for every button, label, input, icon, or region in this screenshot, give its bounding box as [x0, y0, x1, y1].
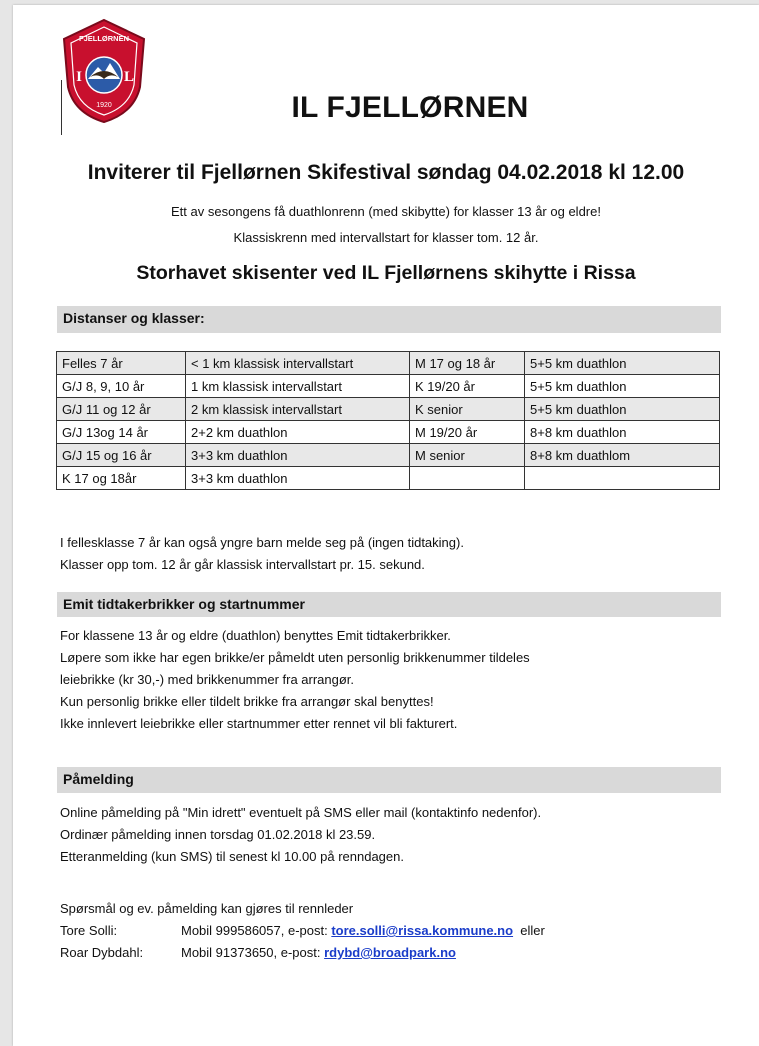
svg-text:FJELLØRNEN: FJELLØRNEN — [78, 34, 130, 43]
table-cell: G/J 8, 9, 10 år — [57, 375, 186, 398]
table-cell: G/J 15 og 16 år — [57, 444, 186, 467]
emit-line: Ikke innlevert leiebrikke eller startnummer etter rennet vil bli fakturert. — [60, 716, 458, 731]
notes-line: I fellesklasse 7 år kan også yngre barn melde seg på (ingen tidtaking). — [60, 535, 464, 550]
svg-text:1920: 1920 — [96, 102, 112, 109]
section-distances: Distanser og klasser: — [57, 306, 721, 333]
table-row — [57, 398, 720, 421]
table-row — [57, 352, 720, 375]
notes-line: Klasser opp tom. 12 år går klassisk intervallstart pr. 15. sekund. — [60, 557, 425, 572]
emit-line: Kun personlig brikke eller tildelt brikke fra arrangør skal benyttes! — [60, 694, 434, 709]
registration-paragraph — [60, 802, 541, 868]
table-cell: G/J 11 og 12 år — [57, 398, 186, 421]
contact-tore — [60, 920, 545, 942]
svg-text:I: I — [76, 69, 82, 85]
table-cell: K 19/20 år — [410, 375, 525, 398]
table-cell: 8+8 km duathlom — [525, 444, 720, 467]
contact-roar — [60, 942, 545, 964]
table-cell: 5+5 km duathlon — [525, 375, 720, 398]
notes-paragraph — [60, 532, 464, 576]
club-title: IL FJELLØRNEN — [291, 91, 529, 124]
table-cell: 5+5 km duathlon — [525, 398, 720, 421]
svg-text:L: L — [123, 69, 135, 85]
contact-name: Tore Solli: — [60, 923, 118, 938]
table-cell: 8+8 km duathlon — [525, 421, 720, 444]
emit-line: Løpere som ikke har egen brikke/er påmeldt uten personlig brikkenummer tildeles — [60, 650, 530, 665]
table-cell: K 17 og 18år — [57, 467, 186, 490]
table-row — [57, 444, 720, 467]
contacts-paragraph — [60, 898, 545, 964]
table-cell: M senior — [410, 444, 525, 467]
contact-details: Mobil 91373650, e-post: — [181, 945, 325, 960]
table-cell: Felles 7 år — [57, 352, 186, 375]
table-cell — [410, 467, 525, 490]
venue-title: Storhavet skisenter ved IL Fjellørnens skihytte i Rissa — [136, 262, 636, 284]
emit-line: leiebrikke (kr 30,-) med brikkenummer fra arrangør. — [60, 672, 355, 687]
contacts-intro: Spørsmål og ev. påmelding kan gjøres til rennleder — [60, 901, 354, 916]
section-emit: Emit tidtakerbrikker og startnummer — [57, 592, 721, 617]
table-cell: 3+3 km duathlon — [186, 444, 410, 467]
table-row — [57, 467, 720, 490]
registration-line: Online påmelding på "Min idrett" eventuelt på SMS eller mail (kontaktinfo nedenfor). — [60, 805, 542, 820]
invitation-headline: Inviterer til Fjellørnen Skifestival søndag 04.02.2018 kl 12.00 — [87, 161, 685, 184]
table-cell: 2 km klassisk intervallstart — [186, 398, 410, 421]
table-cell: G/J 13og 14 år — [57, 421, 186, 444]
table-cell: 2+2 km duathlon — [186, 421, 410, 444]
subtitle-classic: Klassiskrenn med intervallstart for klasser tom. 12 år. — [233, 230, 539, 245]
table-row — [57, 375, 720, 398]
table-cell: 5+5 km duathlon — [525, 352, 720, 375]
table-cell: 3+3 km duathlon — [186, 467, 410, 490]
registration-line: Etteranmelding (kun SMS) til senest kl 10.00 på renndagen. — [60, 849, 404, 864]
emit-paragraph — [60, 625, 530, 735]
table-cell: M 17 og 18 år — [410, 352, 525, 375]
table-cell: 1 km klassisk intervallstart — [186, 375, 410, 398]
table-cell: < 1 km klassisk intervallstart — [186, 352, 410, 375]
section-registration: Påmelding — [57, 767, 721, 793]
table-row — [57, 421, 720, 444]
email-link-tore[interactable]: tore.solli@rissa.kommune.no — [331, 923, 514, 938]
table-cell: K senior — [410, 398, 525, 421]
subtitle-duathlon: Ett av sesongens få duathlonrenn (med skibytte) for klasser 13 år og eldre! — [171, 204, 601, 219]
document-page — [13, 5, 759, 1046]
registration-line: Ordinær påmelding innen torsdag 01.02.2018 kl 23.59. — [60, 827, 376, 842]
table-cell: M 19/20 år — [410, 421, 525, 444]
table-cell — [525, 467, 720, 490]
contact-details: Mobil 999586057, e-post: — [181, 923, 332, 938]
contact-name: Roar Dybdahl: — [60, 945, 144, 960]
classes-table — [56, 351, 720, 490]
email-link-roar[interactable]: rdybd@broadpark.no — [324, 945, 456, 960]
emit-line: For klassene 13 år og eldre (duathlon) benyttes Emit tidtakerbrikker. — [60, 628, 451, 643]
contact-suffix: eller — [513, 923, 545, 938]
